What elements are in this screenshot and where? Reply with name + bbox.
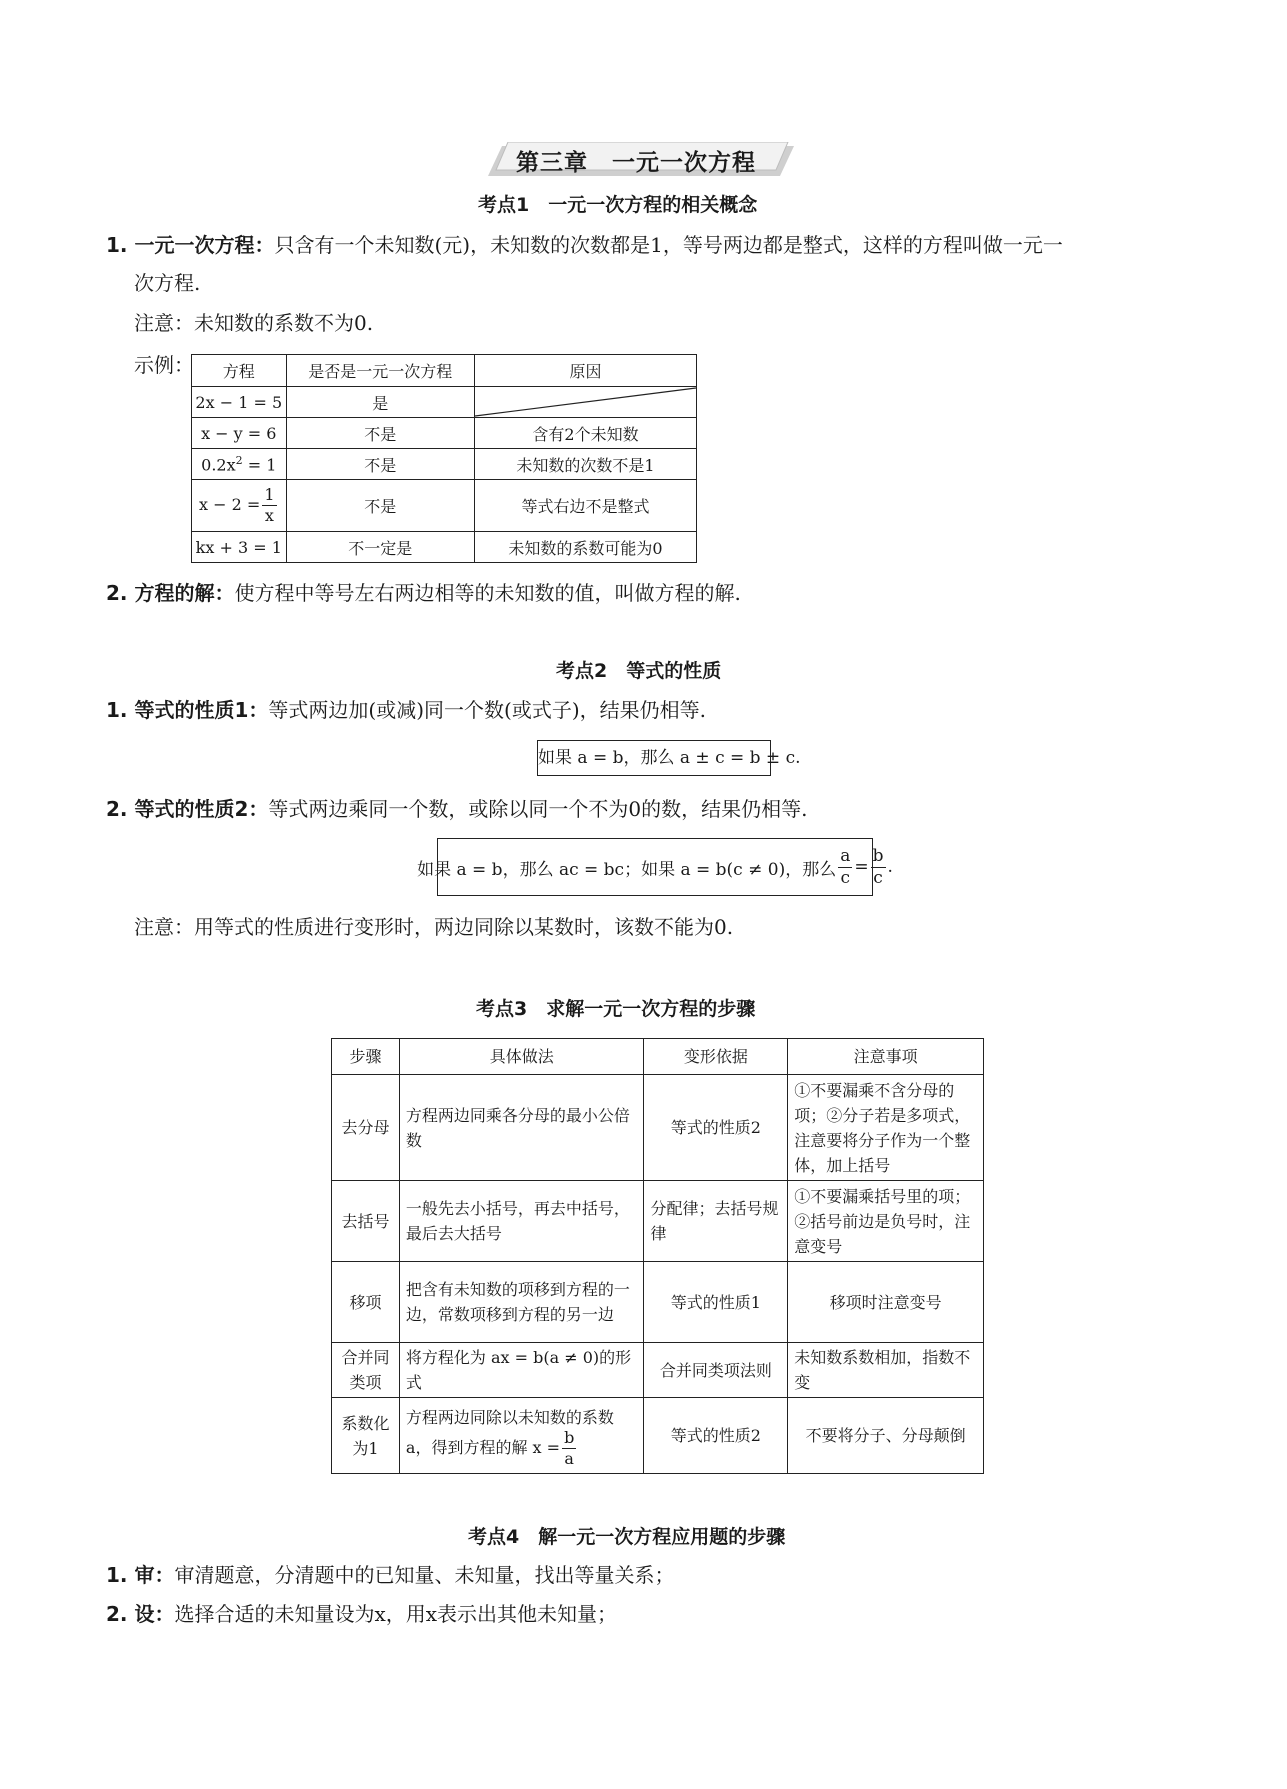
fraction: [262, 487, 276, 524]
cell-method: 将方程化为 ax = b(a ≠ 0)的形式: [399, 1343, 644, 1398]
table-header-row: [332, 1039, 984, 1075]
fraction: [871, 845, 886, 888]
eq-base: 0.2x: [201, 455, 236, 475]
table-row: [192, 532, 697, 563]
k2-item2-label: 2. 等式的性质2：: [106, 797, 269, 821]
fraction-numerator: b: [872, 845, 884, 866]
table-row: [192, 480, 697, 532]
fraction-denominator: x: [264, 506, 274, 525]
cell-step: 去括号: [332, 1181, 400, 1262]
cell-step: 合并同类项: [332, 1343, 400, 1398]
k4-item2-text: 选择合适的未知量设为x，用x表示出其他未知量；: [174, 1602, 618, 1626]
k4-item2-label: 2. 设：: [106, 1602, 175, 1626]
cell-method: 把含有未知数的项移到方程的一边，常数项移到方程的另一边: [399, 1262, 644, 1343]
cell-method: 一般先去小括号，再去中括号，最后去大括号: [399, 1181, 644, 1262]
k1-item2-text: 使方程中等号左右两边相等的未知数的值，叫做方程的解.: [234, 581, 741, 605]
cell-basis: 等式的性质2: [644, 1075, 788, 1181]
eq-lhs: x − 2 =: [199, 495, 261, 514]
cell-equation: [192, 449, 287, 480]
k2-item1: [106, 695, 706, 725]
section3-title: 考点3 求解一元一次方程的步骤: [476, 998, 756, 1020]
table-row: [192, 418, 697, 449]
cell-step: 移项: [332, 1262, 400, 1343]
k2-item2: [106, 794, 808, 824]
cell-is-linear: 不是: [286, 418, 474, 449]
diagonal-slash: [475, 387, 696, 417]
fraction-denominator: c: [873, 867, 883, 888]
header-step: 步骤: [332, 1039, 400, 1075]
header-note: 注意事项: [788, 1039, 984, 1075]
cell-equation: [192, 480, 287, 532]
cell-method: [399, 1398, 644, 1474]
table-row: [332, 1398, 984, 1474]
cell-reason: 未知数的系数可能为0: [474, 532, 696, 563]
k4-item1-label: 1. 审：: [106, 1563, 175, 1587]
cell-reason: 未知数的次数不是1: [474, 449, 696, 480]
section4-title: 考点4 解一元一次方程应用题的步骤: [468, 1526, 786, 1548]
header-is-linear: 是否是一元一次方程: [286, 355, 474, 387]
cell-basis: 合并同类项法则: [644, 1343, 788, 1398]
fraction-denominator: c: [840, 867, 851, 888]
method-text: 方程两边同除以未知数的系数a，得到方程的解 x =: [405, 1407, 614, 1457]
cell-note: 不要将分子、分母颠倒: [788, 1398, 984, 1474]
cell-method: 方程两边同乘各分母的最小公倍数: [399, 1075, 644, 1181]
header-basis: 变形依据: [644, 1039, 788, 1075]
k1-item1-label: 1. 一元一次方程：: [106, 233, 275, 257]
k1-item1-text-a: 只含有一个未知数(元)，未知数的次数都是1，等号两边都是整式，这样的方程叫做一元一: [274, 233, 1063, 257]
k4-item1: [106, 1560, 674, 1590]
header-equation: 方程: [192, 355, 287, 387]
table-header-row: [192, 355, 697, 387]
k2-item1-label: 1. 等式的性质1：: [106, 698, 269, 722]
cell-is-linear: 不一定是: [286, 532, 474, 563]
cell-basis: 分配律；去括号规律: [644, 1181, 788, 1262]
k1-item2-label: 2. 方程的解：: [106, 581, 235, 605]
example-table: [191, 354, 697, 563]
cell-is-linear: 是: [286, 387, 474, 418]
cell-note: ①不要漏乘括号里的项；②括号前边是负号时，注意变号: [788, 1181, 984, 1262]
cell-reason: 含有2个未知数: [474, 418, 696, 449]
section1-title: 考点1 一元一次方程的相关概念: [478, 194, 758, 216]
equals-sign: =: [854, 857, 869, 877]
cell-equation: 2x − 1 = 5: [192, 387, 287, 418]
fraction-numerator: a: [840, 845, 851, 866]
period: .: [887, 857, 893, 877]
cell-note: ①不要漏乘不含分母的项；②分子若是多项式，注意要将分子作为一个整体，加上括号: [788, 1075, 984, 1181]
eq-rest: = 1: [242, 455, 277, 475]
fraction-denominator: a: [564, 1448, 574, 1468]
box2-text: 如果 a = b，那么 ac = bc；如果 a = b(c ≠ 0)，那么: [417, 859, 837, 880]
table-row: [332, 1181, 984, 1262]
cell-note: 移项时注意变号: [788, 1262, 984, 1343]
table-row: [332, 1075, 984, 1181]
k1-item1-text-b: 次方程.: [134, 271, 201, 295]
table-row: [192, 449, 697, 480]
fraction: [562, 1427, 576, 1468]
header-reason: 原因: [474, 355, 696, 387]
cell-basis: 等式的性质2: [644, 1398, 788, 1474]
chapter-title: 第三章 一元一次方程: [516, 150, 756, 176]
eq-exponent: 2: [235, 453, 243, 467]
cell-equation: kx + 3 = 1: [192, 532, 287, 563]
k4-item2: [106, 1599, 617, 1629]
k1-item2: [106, 578, 741, 608]
cell-reason: 等式右边不是整式: [474, 480, 696, 532]
k2-formula-box2: [417, 838, 893, 896]
k2-note: 注意：用等式的性质进行变形时，两边同除以某数时，该数不能为0.: [134, 915, 734, 939]
chapter-banner: [488, 142, 794, 178]
k2-item2-text: 等式两边乘同一个数，或除以同一个不为0的数，结果仍相等.: [268, 797, 808, 821]
fraction-numerator: b: [564, 1427, 575, 1447]
k2-formula-box1: 如果 a = b，那么 a ± c = b ± c.: [537, 740, 771, 776]
cell-is-linear: 不是: [286, 480, 474, 532]
steps-table: [331, 1038, 984, 1474]
cell-equation: x − y = 6: [192, 418, 287, 449]
cell-step: 去分母: [332, 1075, 400, 1181]
cell-basis: 等式的性质1: [644, 1262, 788, 1343]
cell-step: 系数化为1: [332, 1398, 400, 1474]
k4-item1-text: 审清题意，分清题中的已知量、未知量，找出等量关系；: [174, 1563, 675, 1587]
k1-note: 注意：未知数的系数不为0.: [134, 311, 374, 335]
cell-note: 未知数系数相加，指数不变: [788, 1343, 984, 1398]
fraction-numerator: 1: [264, 485, 275, 504]
k2-item1-text: 等式两边加(或减)同一个数(或式子)，结果仍相等.: [268, 698, 706, 722]
table-row: [332, 1262, 984, 1343]
k1-example-label: 示例：: [134, 353, 194, 377]
section2-title: 考点2 等式的性质: [556, 660, 722, 682]
header-method: 具体做法: [399, 1039, 644, 1075]
table-row: [192, 387, 697, 418]
k1-item1-line1: [106, 230, 1063, 260]
cell-reason-slash: [474, 387, 696, 418]
fraction: [838, 845, 852, 888]
table-row: [332, 1343, 984, 1398]
cell-is-linear: 不是: [286, 449, 474, 480]
